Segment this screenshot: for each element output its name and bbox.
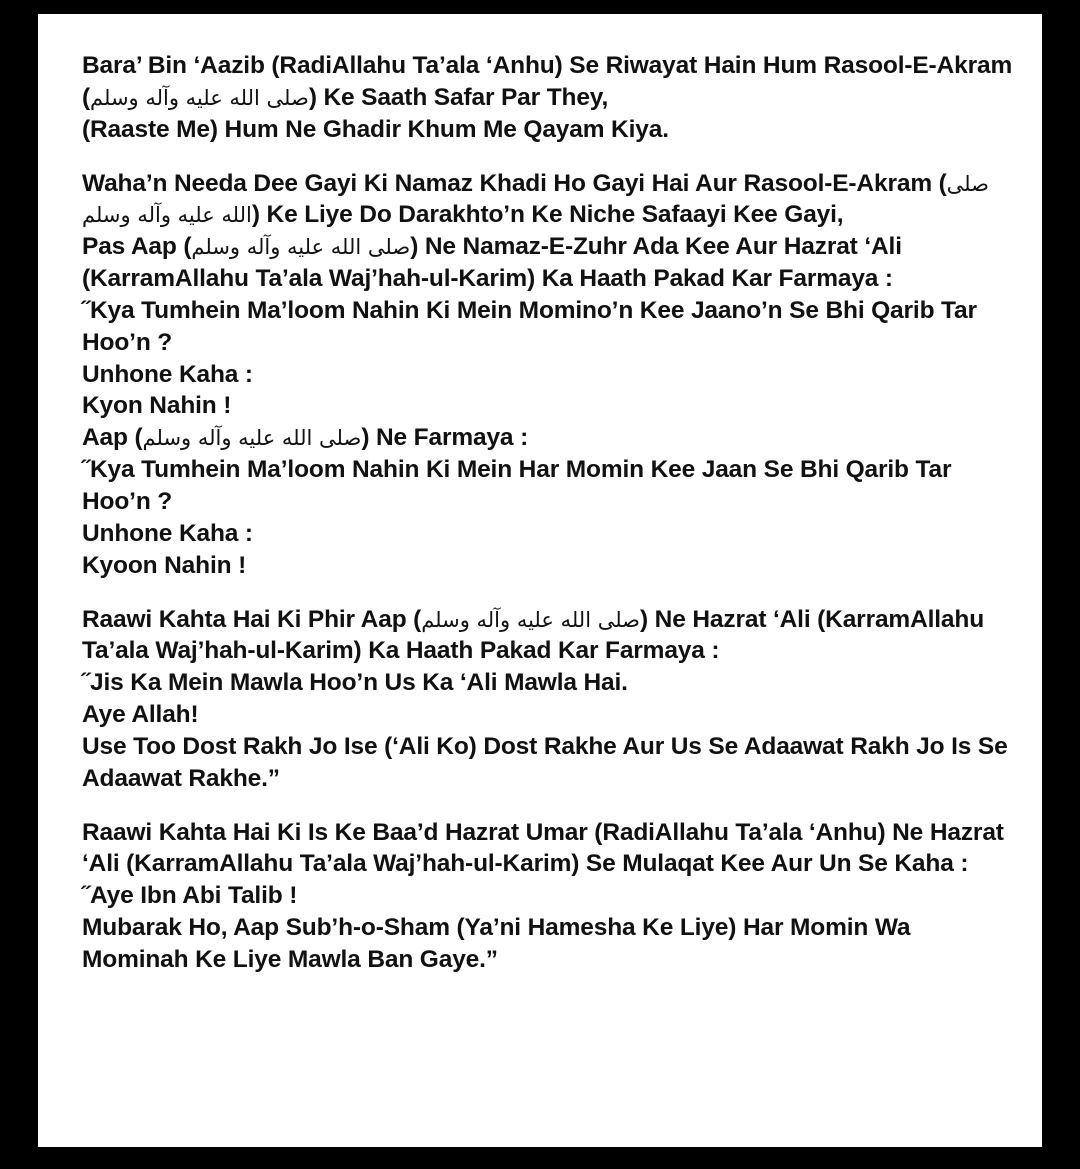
text-line: [82, 390, 1016, 422]
line-text: ˝Kya Tumhein Ma’loom Nahin Ki Mein Har Momin Kee Jaan Se Bhi Qarib Tar Hoo’n ?: [82, 456, 959, 515]
line-text: (Raaste Me) Hum Ne Ghadir Khum Me Qayam Kiya.: [82, 115, 669, 143]
line-text: Bara’ Bin ‘Aazib (RadiAllahu Ta’ala ‘Anhu) Se Riwayat Hain Hum Rasool-E-Akram (: [82, 52, 1019, 111]
line-text-cont: ) Ne Hazrat ‘Ali (KarramAllahu Ta’ala Waj’hah-ul-Karim) Ka Haath Pakad Kar Farmaya :: [82, 605, 991, 665]
line-text: Pas Aap (: [82, 233, 192, 261]
text-line: [82, 168, 1016, 232]
text-line: [82, 50, 1019, 114]
line-text: Aye Allah!: [82, 701, 199, 729]
text-line: [82, 731, 1016, 795]
arabic-honorific: صلى الله عليه وآله وسلم: [191, 235, 411, 260]
text-line: [82, 912, 1016, 976]
line-text-cont: ) Ne Namaz-E-Zuhr Ada Kee Aur Hazrat ‘Ali (KarramAllahu Ta’ala Waj’hah-ul-Karim) Ka Haath Pakad Kar Farmaya :: [82, 233, 909, 293]
text-line: [82, 231, 1016, 295]
line-text: Unhone Kaha :: [82, 519, 253, 547]
line-text-cont: ) Ke Liye Do Darakhto’n Ke Niche Safaayi Kee Gayi,: [251, 201, 844, 229]
line-text-cont: ) Ne Farmaya :: [361, 424, 529, 452]
text-line: [82, 817, 1016, 881]
line-text: Use Too Dost Rakh Jo Ise (‘Ali Ko) Dost Rakhe Aur Us Se Adaawat Rakh Jo Is Se Adaawat Rakhe.”: [82, 732, 1014, 792]
paragraph: [82, 50, 1019, 146]
text-line: [82, 359, 1016, 391]
text-line: [82, 699, 1016, 731]
line-text: Raawi Kahta Hai Ki Phir Aap (: [82, 605, 422, 633]
line-text: ˝Kya Tumhein Ma’loom Nahin Ki Mein Momino’n Kee Jaano’n Se Bhi Qarib Tar Hoo’n ?: [82, 296, 984, 356]
text-line: [82, 550, 1016, 582]
paragraph: [82, 604, 1016, 795]
text-line: [82, 295, 1016, 359]
line-text: Kyon Nahin !: [82, 392, 232, 420]
paragraph: [82, 817, 1016, 976]
line-text: Raawi Kahta Hai Ki Is Ke Baa’d Hazrat Umar (RadiAllahu Ta’ala ‘Anhu) Ne Hazrat ‘Ali (KarramAllahu Ta’ala Waj’hah-ul-Karim) Se Mulaqat Kee Aur Un Se Kaha :: [82, 818, 1011, 878]
line-text: ˝Jis Ka Mein Mawla Hoo’n Us Ka ‘Ali Mawla Hai.: [82, 669, 628, 697]
arabic-honorific: صلى الله عليه وآله وسلم: [142, 426, 362, 451]
arabic-honorific: صلى الله عليه وآله وسلم: [82, 171, 996, 228]
text-line: [82, 518, 1016, 550]
text-line: [82, 114, 1016, 146]
line-text: Waha’n Needa Dee Gayi Ki Namaz Khadi Ho Gayi Hai Aur Rasool-E-Akram (: [82, 169, 947, 197]
document-page: [38, 14, 1042, 1147]
document-text-body: [82, 50, 1019, 976]
arabic-honorific: صلى الله عليه وآله وسلم: [90, 85, 309, 110]
line-text: ˝Aye Ibn Abi Talib !: [82, 882, 298, 910]
text-line: [82, 422, 1016, 454]
line-text: Aap (: [82, 424, 143, 452]
line-text-cont: ) Ke Saath Safar Par They,: [308, 83, 609, 111]
line-text: Unhone Kaha :: [82, 360, 253, 388]
text-line: [82, 454, 1016, 518]
line-text: Kyoon Nahin !: [82, 551, 247, 579]
text-line: [82, 880, 1016, 912]
line-text: Mubarak Ho, Aap Sub’h-o-Sham (Ya’ni Hamesha Ke Liye) Har Momin Wa Mominah Ke Liye Mawla Ban Gaye.”: [82, 914, 918, 973]
arabic-honorific: صلى الله عليه وآله وسلم: [421, 607, 640, 632]
text-line: [82, 604, 1016, 668]
text-line: [82, 667, 1016, 699]
paragraph: [82, 168, 1016, 582]
